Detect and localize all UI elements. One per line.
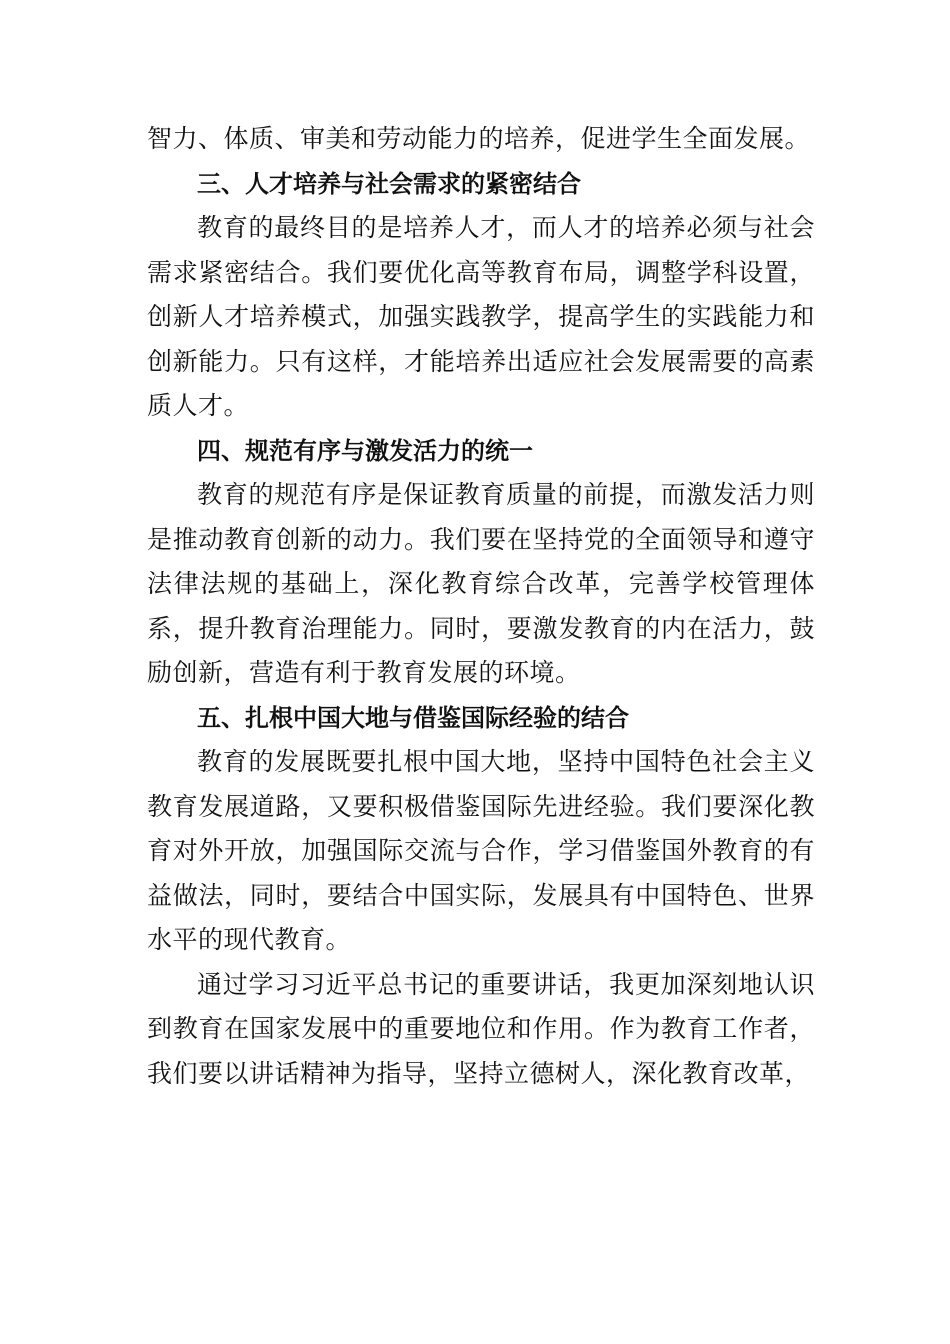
paragraph-talent-cultivation: 教育的最终目的是培养人才，而人才的培养必须与社会需求紧密结合。我们要优化高等教育布局，调整学科设置，创新人才培养模式，加强实践教学，提高学生的实践能力和创新能力。只有这样，才能培养出适应社会发展需要的高素质人才。 [147,213,815,420]
section-heading-4: 四、规范有序与激发活力的统一 [197,436,533,465]
paragraph-international-experience: 教育的发展既要扎根中国大地，坚持中国特色社会主义教育发展道路，又要积极借鉴国际先进经验。我们要深化教育对外开放，加强国际交流与合作，学习借鉴国外教育的有益做法，同时，要结合中国实际，发展具有中国特色、世界水平的现代教育。 [147,747,815,954]
paragraph-continued: 智力、体质、审美和劳动能力的培养，促进学生全面发展。 [147,124,811,153]
paragraph-conclusion: 通过学习习近平总书记的重要讲话，我更加深刻地认识到教育在国家发展中的重要地位和作用。作为教育工作者，我们要以讲话精神为指导，坚持立德树人，深化教育改革， [147,969,815,1088]
section-heading-3: 三、人才培养与社会需求的紧密结合 [197,169,581,198]
paragraph-order-and-vitality: 教育的规范有序是保证教育质量的前提，而激发活力则是推动教育创新的动力。我们要在坚持党的全面领导和遵守法律法规的基础上，深化教育综合改革，完善学校管理体系，提升教育治理能力。同时，要激发教育的内在活力，鼓励创新，营造有利于教育发展的环境。 [147,480,815,687]
section-heading-5: 五、扎根中国大地与借鉴国际经验的结合 [197,703,629,732]
document-body [147,117,815,1096]
